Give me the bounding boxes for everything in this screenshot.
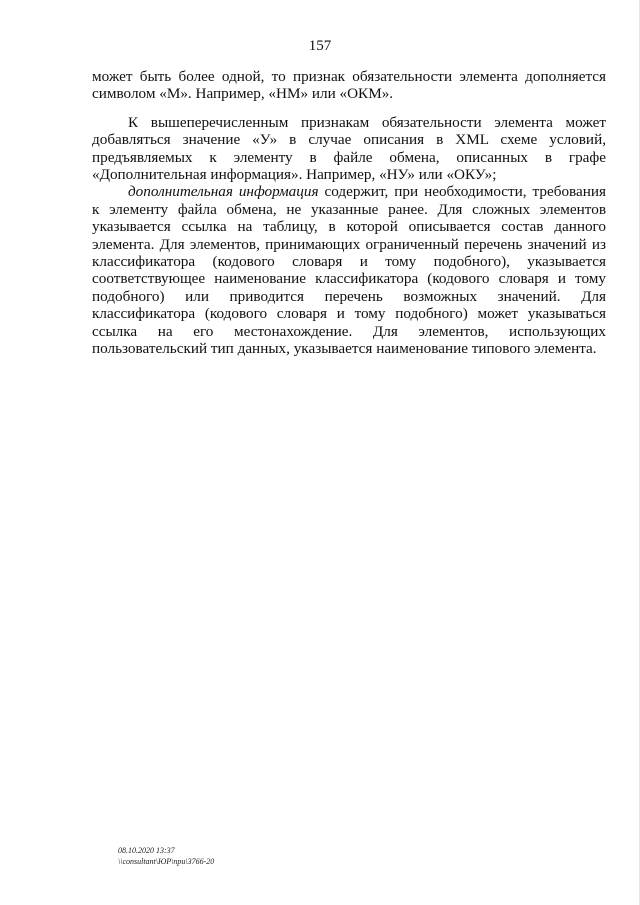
- footer-stamp: [118, 845, 214, 867]
- paragraph-mandatory-sign: К вышеперечисленным признакам обязательности элемента может добавляться значение «У» в случае описания в XML схеме условий, предъявляемых к элементу в файле обмена, описанных в графе «Дополнительная информация». Например, «НУ» или «ОКУ»;: [92, 113, 606, 184]
- term-additional-info: дополнительная информация: [128, 183, 319, 201]
- paragraph-additional-info: [92, 183, 606, 357]
- document-body: [92, 68, 606, 358]
- footer-date: 08.10.2020 13:37: [118, 846, 175, 855]
- footer-file-path: \\consultant\ЮР\npu\3766-20: [118, 857, 215, 866]
- page-number: 157: [308, 38, 332, 54]
- paragraph-additional-info-text: содержит, при необходимости, требования к элементу файла обмена, не указанные ранее. Для сложных элементов указывается ссылка на таблицу, в которой описывается состав данного элемента. Для элементов, принимающих ограниченный перечень значений из классификатора (кодового словаря и тому подобного), указывается соответствующее наименование классификатора (кодового словаря и тому подобного) или приводится перечень возможных значений. Для классификатора (кодового словаря и тому подобного) может указываться ссылка на его местонахождение. Для элементов, использующих пользовательский тип данных, указывается наименование типового элемента.: [92, 183, 606, 358]
- paragraph-continuation: может быть более одной, то признак обязательности элемента дополняется символом «М». Например, «НМ» или «ОКМ».: [92, 68, 606, 103]
